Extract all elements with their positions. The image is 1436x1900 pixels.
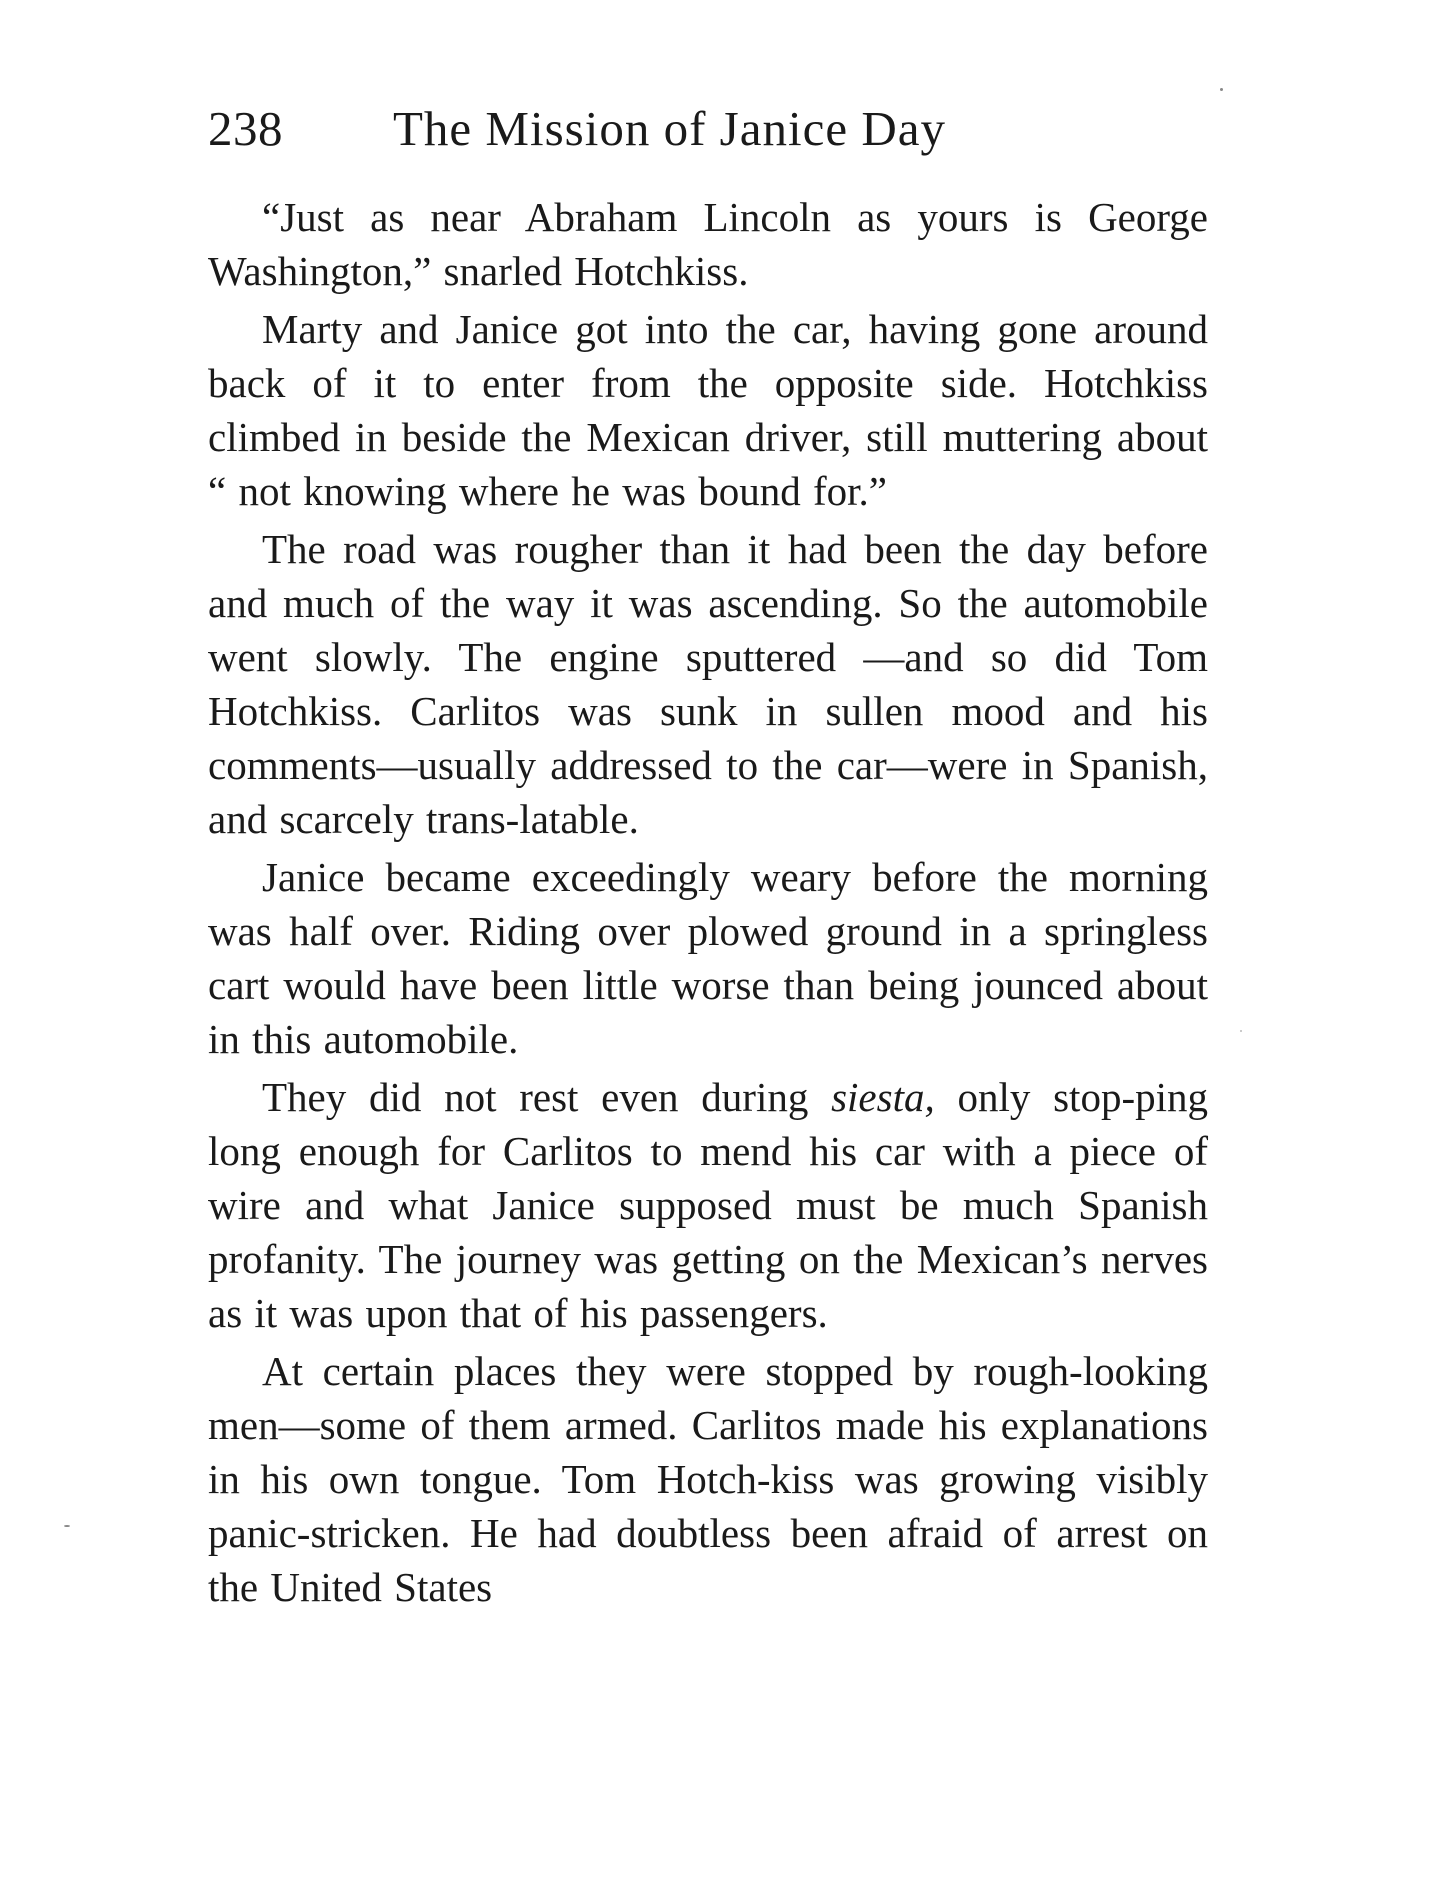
running-head [208,100,1208,170]
page-number: 238 [208,101,283,156]
paragraph-6: At certain places they were stopped by rough-looking men—some of them armed. Carlitos made his explanations in his own tongue. Tom Hotch-kiss was growing visibly panic-stricken. He had doubtless been afraid of arrest on the United States [208,1348,1208,1610]
italic-word-siesta: siesta, [831,1074,935,1120]
body-text [208,190,1208,1614]
scan-speck [64,1525,70,1527]
paragraph-5 [208,1070,1208,1340]
paragraph-5-start: They did not rest even during [262,1074,832,1120]
paragraph-2: Marty and Janice got into the car, having gone around back of it to enter from the opposite side. Hotchkiss climbed in beside the Mexican driver, still muttering about “ not knowing where he was bound for.” [208,306,1208,514]
book-title: The Mission of Janice Day [393,101,946,156]
paragraph-4: Janice became exceedingly weary before the morning was half over. Riding over plowed ground in a springless cart would have been little worse than being jounced about in this automobile. [208,854,1208,1062]
scan-speck [1220,88,1223,91]
scan-speck [1240,1030,1242,1032]
paragraph-1: “Just as near Abraham Lincoln as yours is George Washington,” snarled Hotchkiss. [208,194,1208,294]
paragraph-5-end: only stop-ping long enough for Carlitos to mend his car with a piece of wire and what Janice supposed must be much Spanish profanity. The journey was getting on the Mexican’s nerves as it was upon that of his passengers. [208,1074,1208,1336]
paragraph-3: The road was rougher than it had been the day before and much of the way it was ascending. So the automobile went slowly. The engine sputtered —and so did Tom Hotchkiss. Carlitos was sunk in sullen mood and his comments—usually addressed to the car—were in Spanish, and scarcely trans-latable. [208,526,1208,842]
book-page [208,100,1208,1614]
